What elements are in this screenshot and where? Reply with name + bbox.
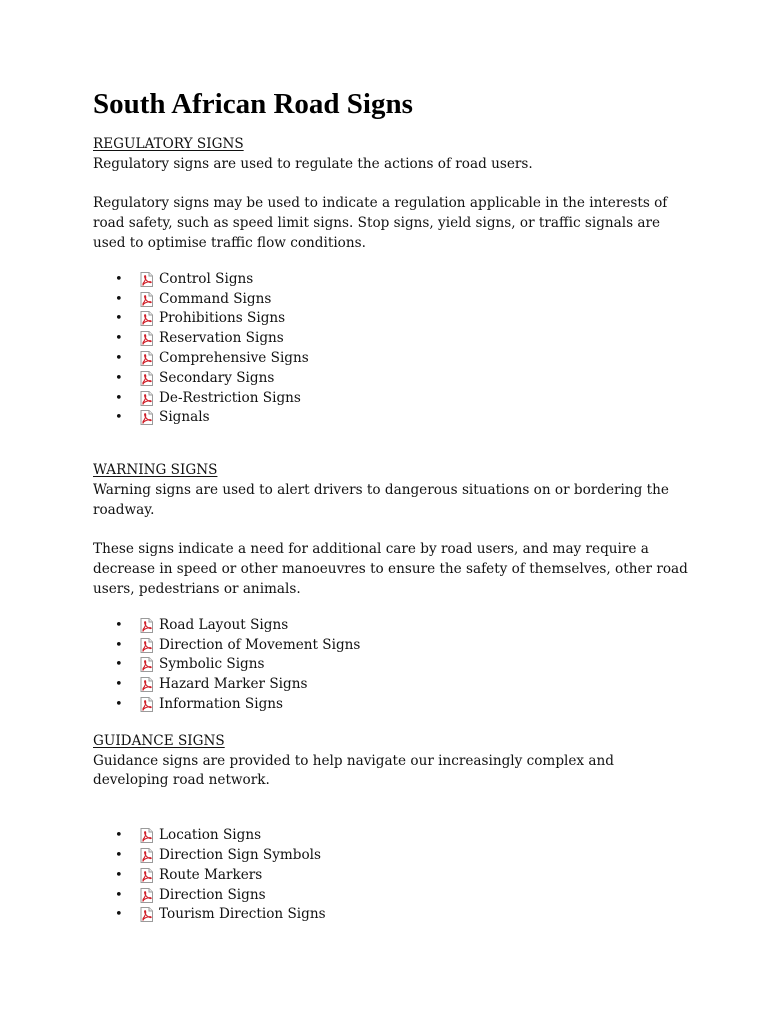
pdf-file-icon[interactable] — [139, 410, 154, 425]
warning-section — [93, 461, 693, 715]
regulatory-heading: REGULATORY SIGNS — [93, 136, 244, 152]
list-item[interactable] — [93, 905, 693, 925]
list-item-label[interactable]: Symbolic Signs — [159, 656, 265, 673]
pdf-file-icon[interactable] — [139, 272, 154, 287]
bullet-icon: • — [115, 637, 123, 653]
list-item[interactable] — [93, 826, 693, 846]
bullet-icon: • — [115, 410, 123, 426]
bullet-icon: • — [115, 370, 123, 386]
bullet-icon: • — [115, 677, 123, 693]
pdf-file-icon[interactable] — [139, 868, 154, 883]
list-item[interactable] — [93, 329, 693, 349]
bullet-icon: • — [115, 350, 123, 366]
page-title: South African Road Signs — [93, 88, 413, 120]
list-item-label[interactable]: Secondary Signs — [159, 369, 275, 386]
warning-heading: WARNING SIGNS — [93, 462, 218, 479]
list-item[interactable] — [93, 846, 693, 866]
list-item[interactable] — [93, 655, 693, 675]
list-item[interactable] — [93, 886, 693, 906]
regulatory-list — [93, 270, 693, 428]
list-item-label[interactable]: De-Restriction Signs — [159, 389, 301, 406]
pdf-file-icon[interactable] — [139, 888, 154, 903]
regulatory-detail: Regulatory signs may be used to indicate a regulation applicable in the interests of road safety, such as speed limit signs. Stop signs, yield signs, or traffic signals are used to optimise traffic flow conditions. — [93, 195, 668, 251]
guidance-section — [93, 732, 693, 925]
list-item-label[interactable]: Hazard Marker Signs — [159, 676, 308, 693]
pdf-file-icon[interactable] — [139, 371, 154, 386]
list-item[interactable] — [93, 675, 693, 695]
list-item-label[interactable]: Direction Signs — [159, 886, 266, 903]
bullet-icon: • — [115, 828, 123, 844]
list-item-label[interactable]: Reservation Signs — [159, 330, 284, 347]
pdf-file-icon[interactable] — [139, 292, 154, 307]
list-item-label[interactable]: Direction Sign Symbols — [159, 846, 322, 863]
bullet-icon: • — [115, 311, 123, 327]
list-item[interactable] — [93, 408, 693, 428]
pdf-file-icon[interactable] — [139, 907, 154, 922]
list-item[interactable] — [93, 270, 693, 290]
regulatory-intro: Regulatory signs are used to regulate the actions of road users. — [93, 155, 533, 172]
list-item-label[interactable]: Prohibitions Signs — [159, 310, 286, 327]
list-item-label[interactable]: Tourism Direction Signs — [159, 906, 326, 923]
pdf-file-icon[interactable] — [139, 351, 154, 366]
regulatory-section — [93, 135, 693, 428]
pdf-file-icon[interactable] — [139, 657, 154, 672]
pdf-file-icon[interactable] — [139, 677, 154, 692]
list-item[interactable] — [93, 369, 693, 389]
pdf-file-icon[interactable] — [139, 331, 154, 346]
list-item-label[interactable]: Comprehensive Signs — [159, 349, 309, 366]
list-item-label[interactable]: Signals — [159, 409, 210, 426]
warning-intro: Warning signs are used to alert drivers to dangerous situations on or bordering the roadway. — [93, 481, 669, 518]
bullet-icon: • — [115, 696, 123, 712]
list-item[interactable] — [93, 389, 693, 409]
bullet-icon: • — [115, 847, 123, 863]
pdf-file-icon[interactable] — [139, 618, 154, 633]
bullet-icon: • — [115, 657, 123, 673]
pdf-file-icon[interactable] — [139, 391, 154, 406]
list-item[interactable] — [93, 616, 693, 636]
list-item[interactable] — [93, 695, 693, 715]
list-item[interactable] — [93, 866, 693, 886]
warning-list — [93, 616, 693, 715]
bullet-icon: • — [115, 887, 123, 903]
pdf-file-icon[interactable] — [139, 697, 154, 712]
bullet-icon: • — [115, 291, 123, 307]
list-item-label[interactable]: Direction of Movement Signs — [159, 636, 361, 653]
list-item[interactable] — [93, 349, 693, 369]
bullet-icon: • — [115, 331, 123, 347]
list-item[interactable] — [93, 636, 693, 656]
guidance-list — [93, 826, 693, 925]
list-item-label[interactable]: Information Signs — [159, 695, 283, 712]
list-item-label[interactable]: Location Signs — [159, 827, 262, 844]
list-item-label[interactable]: Command Signs — [159, 290, 272, 307]
list-item-label[interactable]: Route Markers — [159, 866, 263, 883]
warning-detail: These signs indicate a need for additional care by road users, and may require a decrease in speed or other manoeuvres to ensure the safety of themselves, other road users, pedestrians or animals. — [93, 541, 688, 597]
list-item-label[interactable]: Road Layout Signs — [159, 616, 289, 633]
guidance-intro: Guidance signs are provided to help navigate our increasingly complex and developing road network. — [93, 752, 614, 789]
pdf-file-icon[interactable] — [139, 848, 154, 863]
bullet-icon: • — [115, 390, 123, 406]
pdf-file-icon[interactable] — [139, 638, 154, 653]
bullet-icon: • — [115, 271, 123, 287]
guidance-heading: GUIDANCE SIGNS — [93, 732, 225, 749]
bullet-icon: • — [115, 907, 123, 923]
list-item[interactable] — [93, 290, 693, 310]
document-page — [93, 86, 693, 925]
list-item-label[interactable]: Control Signs — [159, 270, 254, 287]
bullet-icon: • — [115, 617, 123, 633]
pdf-file-icon[interactable] — [139, 828, 154, 843]
bullet-icon: • — [115, 867, 123, 883]
list-item[interactable] — [93, 309, 693, 329]
pdf-file-icon[interactable] — [139, 311, 154, 326]
